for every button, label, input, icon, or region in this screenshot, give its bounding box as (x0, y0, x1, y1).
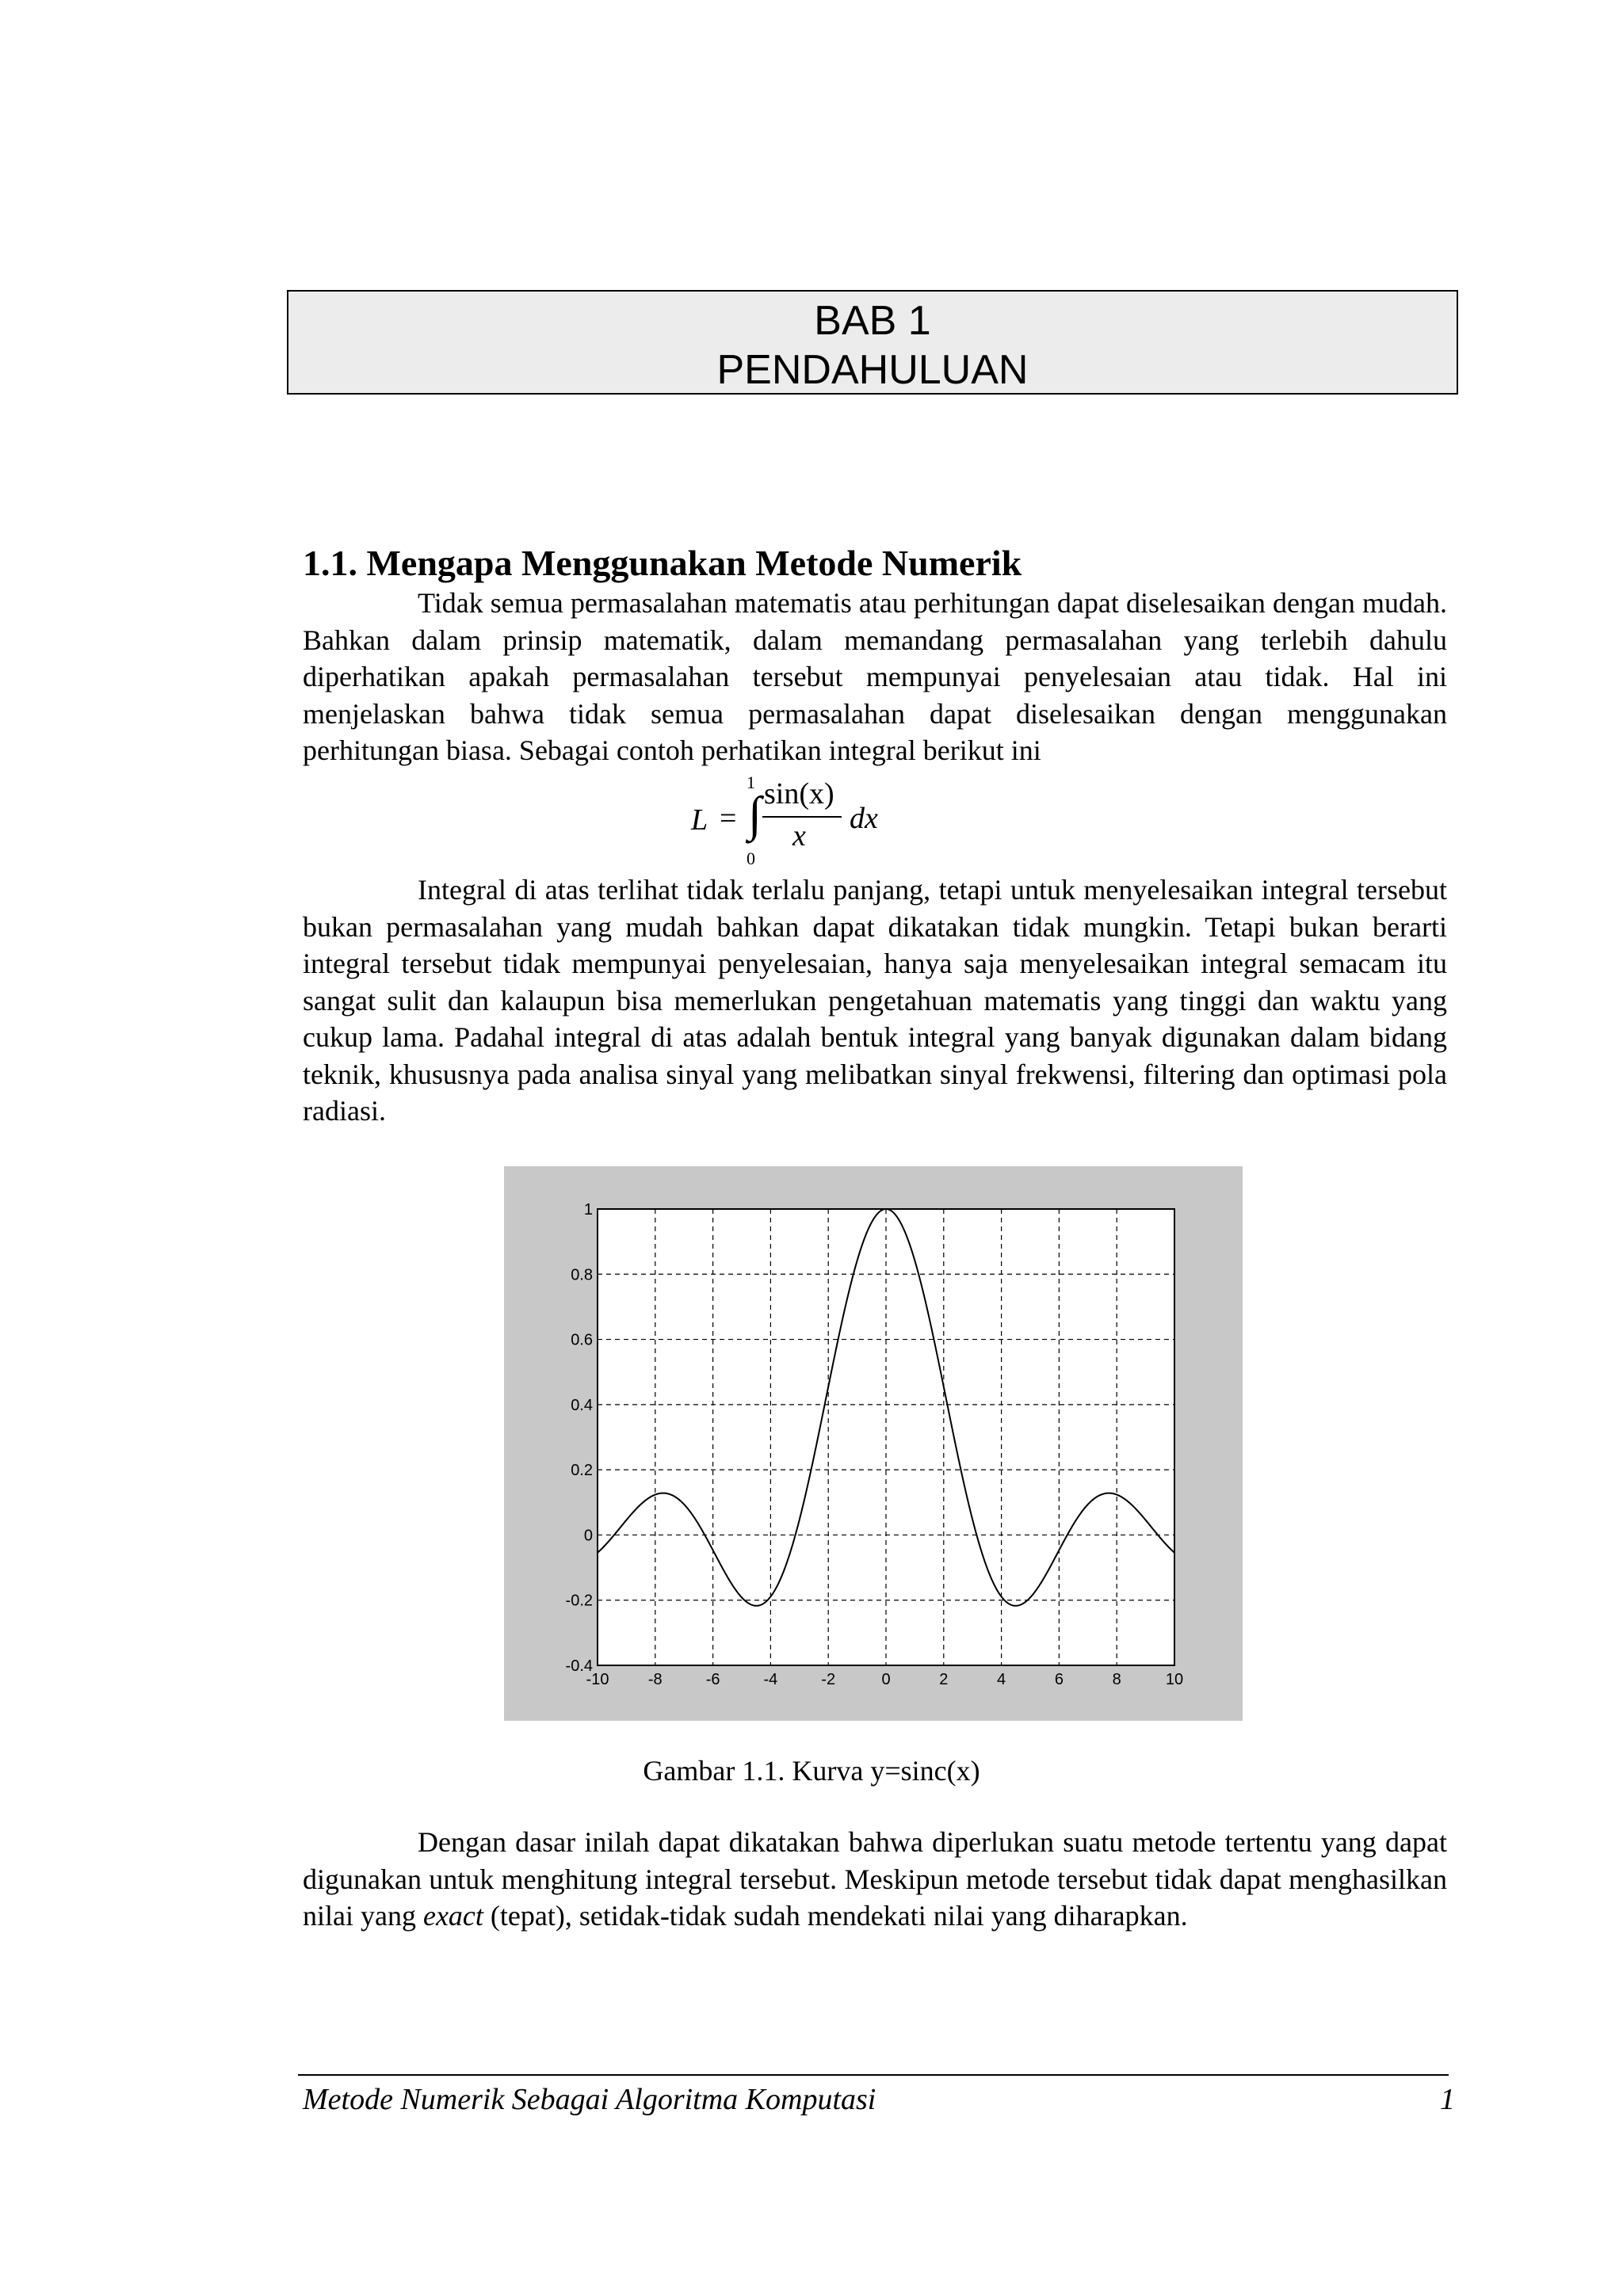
formula-lhs: L (691, 803, 708, 837)
paragraph-1: Tidak semua permasalahan matematis atau perhitungan dapat diselesaikan dengan mudah. Bahkan dalam prinsip matematik, dalam memandang permasalahan yang terlebih dahulu diperhatikan apakah permasalahan tersebut mempunyai penyelesaian atau tidak. Hal ini menjelaskan bahwa tidak semua permasalahan dapat diselesaikan dengan menggunakan perhitungan biasa. Sebagai contoh perhatikan integral berikut ini (303, 587, 1447, 766)
formula-equals: = (720, 802, 737, 835)
formula-denominator: x (792, 819, 806, 852)
x-tick-label: 2 (939, 1671, 949, 1688)
formula-lower-limit: 0 (747, 849, 755, 868)
figure-caption: Gambar 1.1. Kurva y=sinc(x) (643, 1755, 980, 1787)
x-tick-label: -10 (586, 1671, 609, 1688)
y-tick-label: -0.2 (565, 1592, 593, 1610)
x-tick-label: 6 (1054, 1671, 1064, 1688)
paragraph-3-emphasis: exact (422, 1900, 483, 1932)
y-tick-label: 0.8 (571, 1266, 593, 1284)
y-tick-label: 0.2 (571, 1462, 593, 1480)
x-tick-label: 10 (1165, 1671, 1184, 1688)
x-tick-label: -6 (705, 1671, 720, 1688)
section-title: 1.1. Mengapa Menggunakan Metode Numerik (303, 543, 1022, 583)
y-tick-label: 0.6 (571, 1331, 593, 1349)
y-tick-label: 0 (583, 1527, 593, 1545)
integral-sign: ∫ (748, 788, 762, 841)
x-tick-label: -4 (763, 1671, 778, 1688)
paragraph-2: Integral di atas terlihat tidak terlalu panjang, tetapi untuk menyelesaikan integral tersebut bukan permasalahan yang mudah bahkan dapat dikatakan tidak mungkin. Tetapi bukan berarti integral tersebut tidak mempunyai penyelesaian, hanya saja menyelesaikan integral semacam itu sangat sulit dan kalaupun bisa memerlukan pengetahuan matematis yang tinggi dan waktu yang cukup lama. Padahal integral di atas adalah bentuk integral yang banyak digunakan dalam bidang teknik, khususnya pada analisa sinyal yang melibatkan sinyal frekwensi, filtering dan optimasi pola radiasi. (303, 874, 1447, 1127)
chapter-title: PENDAHULUAN (716, 347, 1029, 393)
formula-differential: dx (850, 802, 878, 835)
x-tick-label: 4 (997, 1671, 1006, 1688)
footer-page-number: 1 (1440, 2083, 1455, 2116)
chapter-number: BAB 1 (814, 298, 931, 344)
formula-upper-limit: 1 (747, 772, 755, 792)
footer-divider (298, 2074, 1449, 2076)
paragraph-3-text-a: Dengan dasar inilah dapat dikatakan bahwa diperlukan suatu metode tertentu yang dapat digunakan untuk menghitung integral tersebut. Meskipun metode tersebut tidak dapat menghasilkan nilai yang (303, 1826, 1447, 1932)
paragraph-3 (303, 1824, 1447, 1935)
paragraph-3-text-b: (tepat), setidak-tidak sudah mendekati nilai yang diharapkan. (483, 1900, 1188, 1932)
footer-book-title: Metode Numerik Sebagai Algoritma Komputasi (303, 2083, 876, 2116)
sinc-chart (504, 1166, 1243, 1721)
y-tick-label: 1 (583, 1201, 593, 1219)
x-tick-label: 8 (1112, 1671, 1121, 1688)
x-tick-label: 0 (881, 1671, 891, 1688)
y-tick-label: 0.4 (571, 1396, 593, 1414)
chapter-heading-box (287, 290, 1458, 395)
x-tick-label: -2 (821, 1671, 836, 1688)
integral-formula (682, 772, 967, 868)
fraction-bar (762, 816, 842, 818)
x-tick-label: -8 (647, 1671, 663, 1688)
sinc-figure (504, 1166, 1243, 1721)
formula-numerator: sin(x) (764, 777, 834, 810)
y-tick-label: -0.4 (565, 1657, 593, 1675)
